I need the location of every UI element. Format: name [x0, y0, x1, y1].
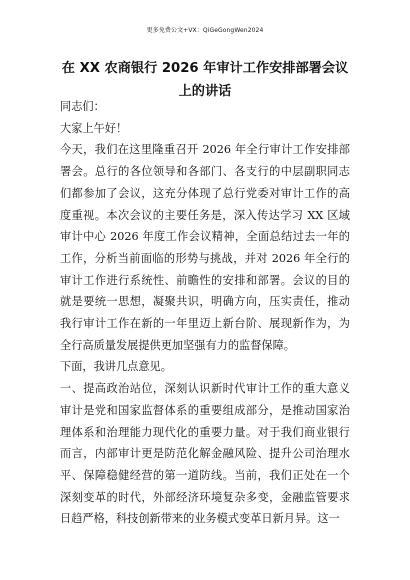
- document-title: 在 XX 农商银行 2026 年审计工作安排部署会议上的讲话: [61, 61, 349, 99]
- paragraph-transition: 下面，我讲几点意见。: [60, 360, 172, 374]
- paragraph-section-one: 一、提高政治站位，深刻认识新时代审计工作的重大意义审计是党和国家监督体系的重要组成部分，是推动国家治理体系和治理能力现代化的重要力量。对于我们商业银行而言，内部审计更是防范化解金融风险、提升公司治理水平、保障稳健经营的第一道防线。当前，我们正处在一个深刻变革的时代，外部经济环境复杂多变，金融监管要求日趋严格，科技创新带来的业务模式变革日新月异。这一: [60, 382, 350, 526]
- page-header: 更多免费公文+VX：QiGeGongWen2024: [146, 27, 264, 34]
- salutation: 同志们：: [60, 100, 105, 113]
- greeting: 大家上午好！: [60, 121, 128, 135]
- paragraph-intro: 今天，我们在这里隆重召开 2026 年全行审计工作安排部署会。总行的各位领导和各部门、各支行的中层副职同志们都参加了会议，这充分体现了总行党委对审计工作的高度重视。本次会议的主要任务是，深入传达学习 XX 区域审计中心 2026 年度工作会议精神，全面总结过去一年的工作，分析当前面临的形势与挑战，并对 2026 年全行的审计工作进行系统性、前瞻性的安排和部署。会议的目的就是要统一思想，凝聚共识，明确方向，压实责任，推动我行审计工作在新的一年里迈上新台阶、展现新作为，为全行高质量发展提供更加坚强有力的监督保障。: [60, 143, 350, 352]
- document-body: [60, 96, 350, 530]
